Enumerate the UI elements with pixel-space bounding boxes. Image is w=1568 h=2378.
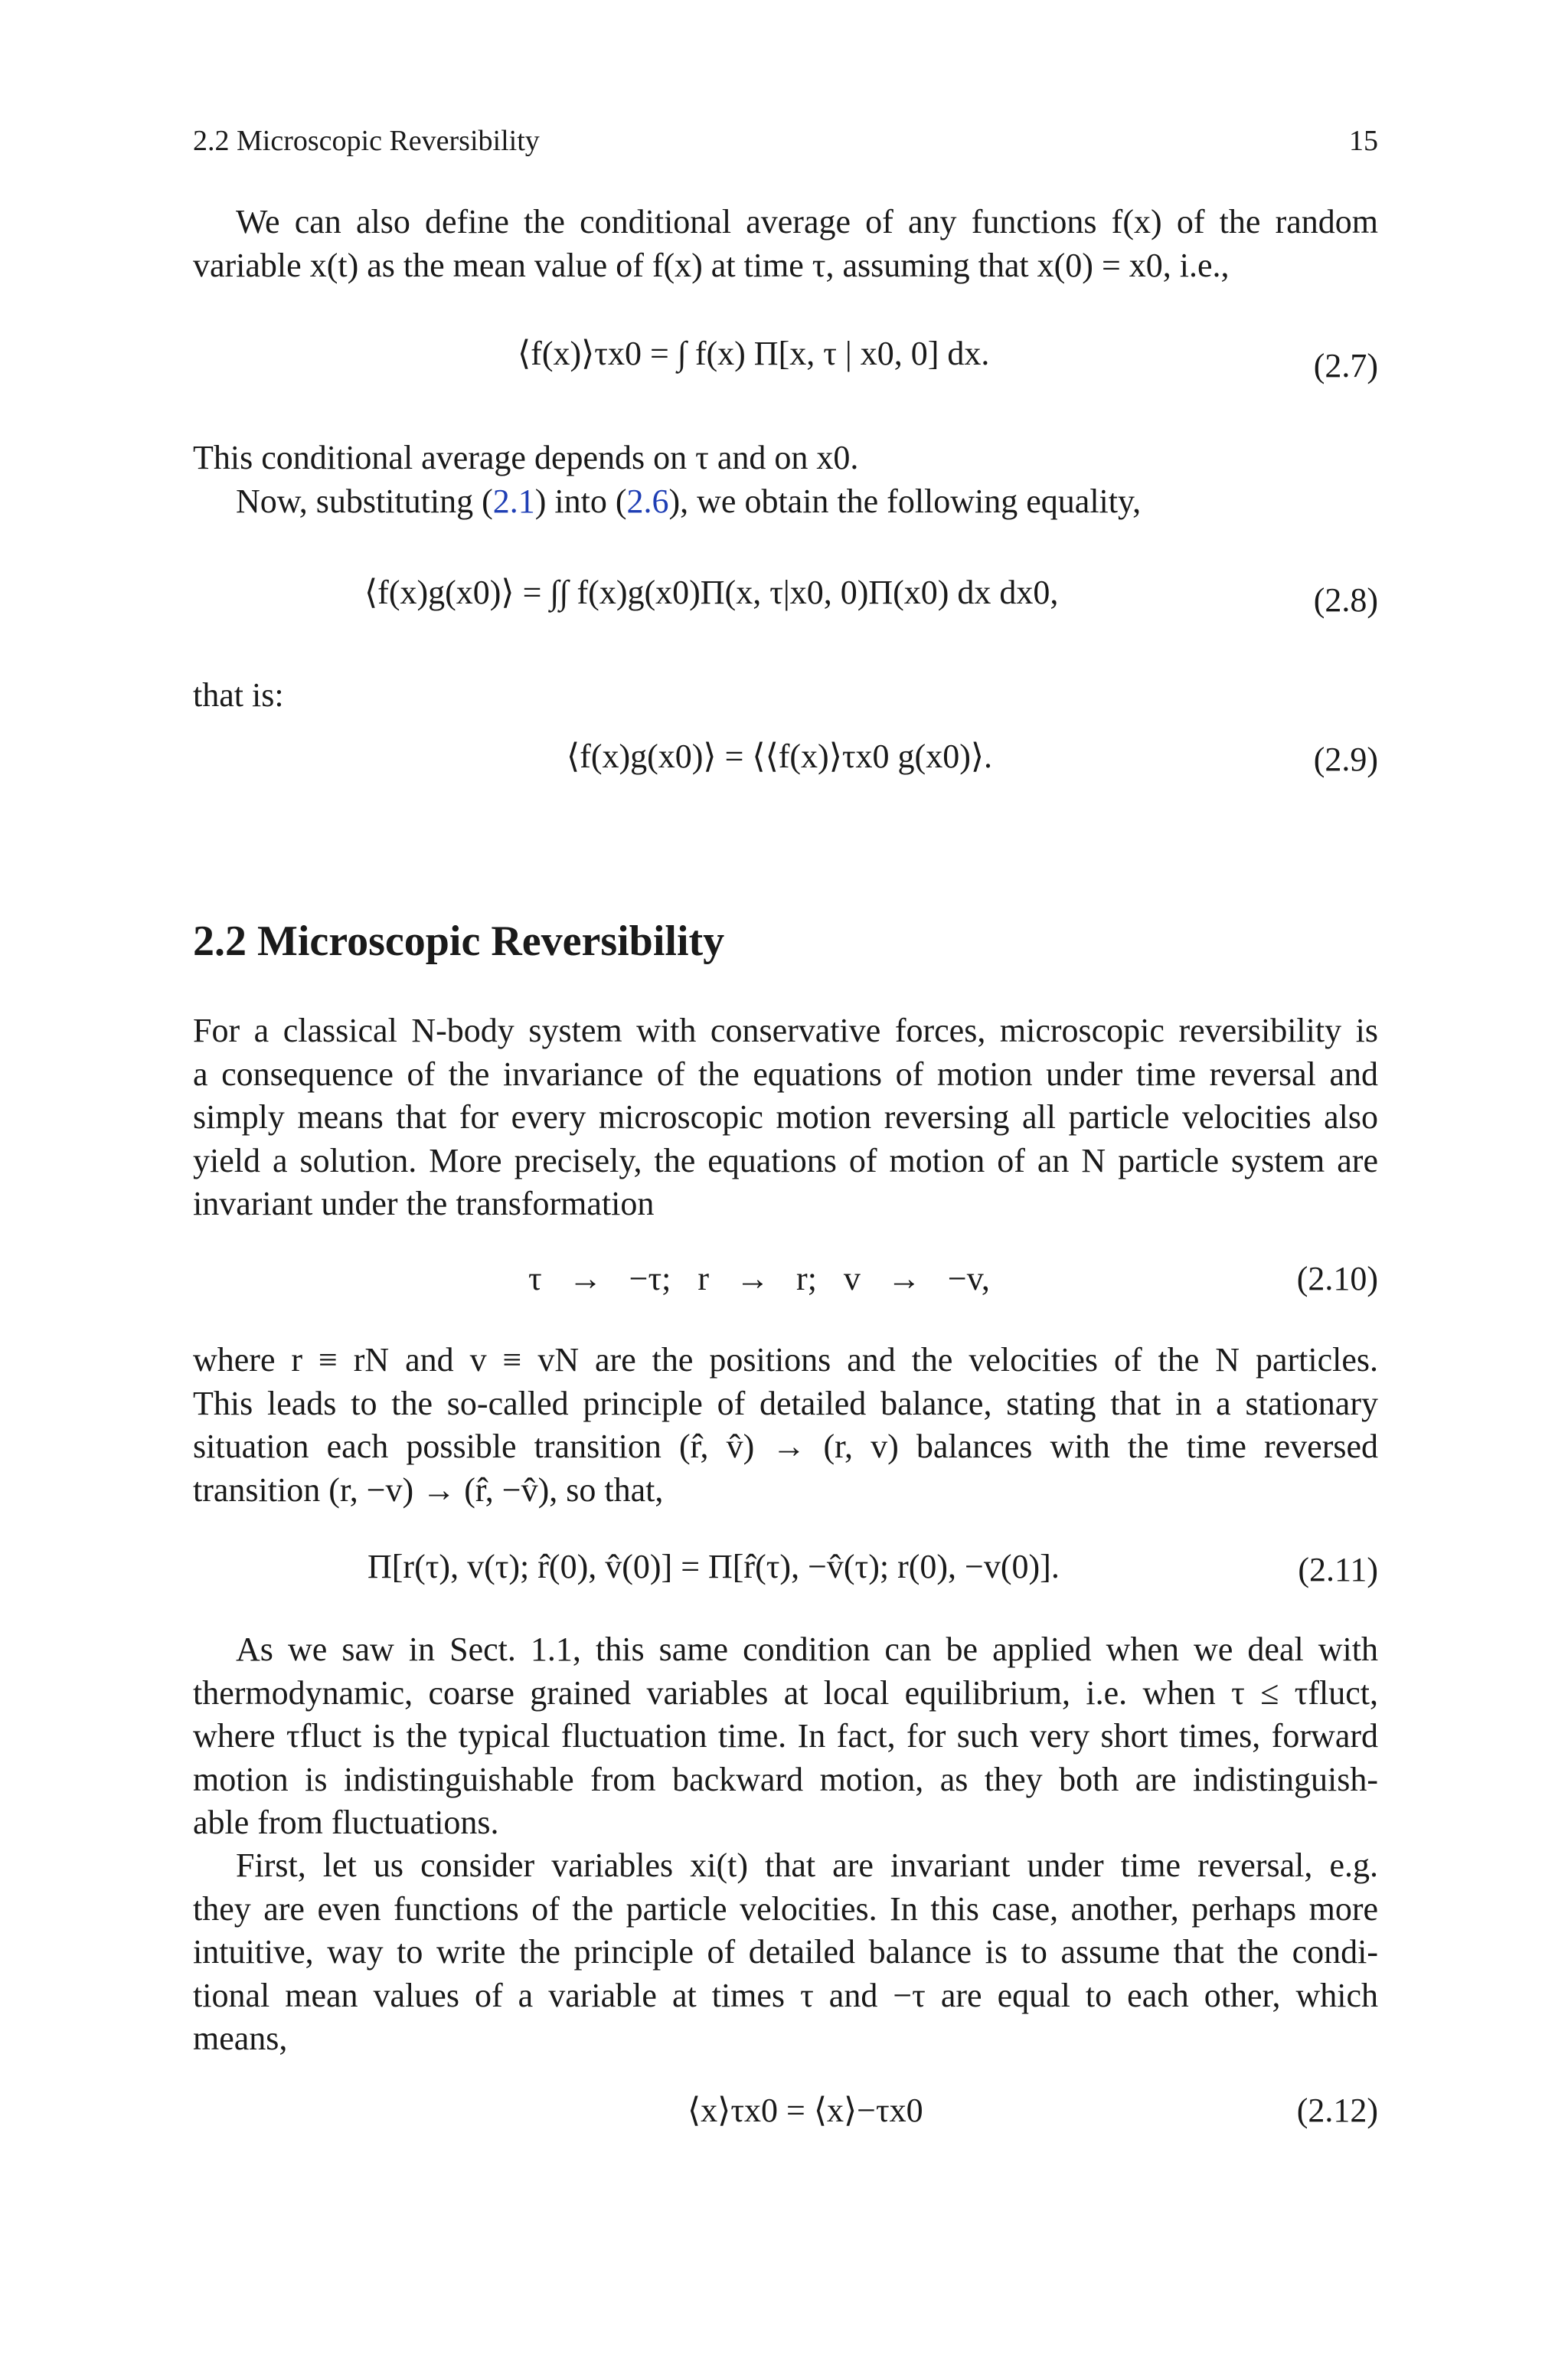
text-line: intuitive, way to write the principle of detailed balance is to assume that the condi- bbox=[193, 1933, 1378, 1971]
text-line: tional mean values of a variable at times τ and −τ are equal to each other, which bbox=[193, 1976, 1378, 2014]
text-fragment: Now, substituting ( bbox=[236, 482, 493, 520]
text-line: invariant under the transformation bbox=[193, 1185, 655, 1222]
equation-body: ⟨x⟩τx0 = ⟨x⟩−τx0 bbox=[688, 2092, 923, 2129]
equation-body: Π[r(τ), v(τ); r̂(0), v̂(0)] = Π[r̂(τ), −v̂(τ); r(0), −v(0)]. bbox=[368, 1548, 1060, 1585]
text-line: means, bbox=[193, 2020, 288, 2057]
text-line: they are even functions of the particle velocities. In this case, another, perhaps more bbox=[193, 1889, 1378, 1928]
text-line: This conditional average depends on τ and on x0. bbox=[193, 439, 859, 476]
equation-number-2-11: (2.11) bbox=[1298, 1551, 1378, 1588]
running-header-section: 2.2 Microscopic Reversibility bbox=[193, 125, 540, 157]
page-number: 15 bbox=[1349, 125, 1378, 157]
text-fragment: ) into ( bbox=[534, 482, 627, 520]
equation-number-2-10: (2.10) bbox=[1296, 1260, 1378, 1297]
equation-body: ⟨f(x)g(x0)⟩ = ∫∫ f(x)g(x0)Π(x, τ|x0, 0)Π(x0) dx dx0, bbox=[364, 574, 1059, 611]
text-line: where r ≡ rN and v ≡ vN are the positions and the velocities of the N particles. bbox=[193, 1341, 1378, 1379]
text-line: a consequence of the invariance of the equations of motion under time reversal and bbox=[193, 1055, 1378, 1093]
paragraph-substitution bbox=[193, 437, 1378, 523]
text-line: For a classical N-body system with conservative forces, microscopic reversibility is bbox=[193, 1012, 1378, 1049]
equation-2-12 bbox=[688, 2091, 923, 2130]
equation-2-8 bbox=[364, 573, 1058, 612]
text-line: yield a solution. More precisely, the equations of motion of an N particle system are bbox=[193, 1141, 1378, 1179]
equation-body: τ → −τ; r → r; v → −v, bbox=[528, 1260, 990, 1297]
text-line: motion is indistinguishable from backward motion, as they both are indistinguish- bbox=[193, 1760, 1378, 1798]
equation-2-10 bbox=[528, 1259, 990, 1298]
equation-body: ⟨f(x)⟩τx0 = ∫ f(x) Π[x, τ | x0, 0] dx. bbox=[518, 335, 990, 372]
equation-number-2-12: (2.12) bbox=[1296, 2092, 1378, 2129]
paragraph-n-body-system bbox=[193, 1009, 1378, 1226]
text-fragment: ), we obtain the following equality, bbox=[668, 482, 1142, 520]
paragraph-coarse-grained bbox=[193, 1628, 1378, 1845]
text-line: thermodynamic, coarse grained variables at local equilibrium, i.e. when τ ≤ τfluct, bbox=[193, 1673, 1378, 1712]
text-line: where τfluct is the typical fluctuation time. In fact, for such very short times, forward bbox=[193, 1717, 1378, 1755]
equation-number-2-7: (2.7) bbox=[1313, 347, 1378, 384]
equation-link-2-1[interactable]: 2.1 bbox=[492, 482, 535, 520]
equation-2-11 bbox=[368, 1547, 1060, 1586]
text-line bbox=[193, 480, 1378, 524]
text-line: First, let us consider variables xi(t) that are invariant under time reversal, e.g. bbox=[236, 1846, 1378, 1884]
paragraph-conditional-average bbox=[193, 201, 1378, 287]
paragraph-time-reversal-variables bbox=[193, 1844, 1378, 2061]
text-line: We can also define the conditional average of any functions f(x) of the random bbox=[236, 203, 1378, 240]
text-line: variable x(t) as the mean value of f(x) at time τ, assuming that x(0) = x0, i.e., bbox=[193, 246, 1230, 284]
equation-body: ⟨f(x)g(x0)⟩ = ⟨⟨f(x)⟩τx0 g(x0)⟩. bbox=[567, 738, 993, 775]
paragraph-detailed-balance bbox=[193, 1339, 1378, 1512]
equation-2-7 bbox=[518, 334, 989, 373]
equation-link-2-6[interactable]: 2.6 bbox=[626, 482, 669, 520]
equation-number-2-8: (2.8) bbox=[1313, 581, 1378, 619]
text-line: transition (r, −v) → (r̂, −v̂), so that, bbox=[193, 1470, 664, 1509]
text-line: simply means that for every microscopic motion reversing all particle velocities also bbox=[193, 1098, 1378, 1136]
text-line: As we saw in Sect. 1.1, this same condition can be applied when we deal with bbox=[236, 1631, 1378, 1668]
section-heading: 2.2 Microscopic Reversibility bbox=[193, 918, 725, 965]
text-that-is: that is: bbox=[193, 676, 284, 714]
equation-2-9 bbox=[567, 737, 992, 776]
text-line: situation each possible transition (r̂, v̂) → (r, v) balances with the time reversed bbox=[193, 1428, 1378, 1465]
text-line: This leads to the so-called principle of detailed balance, stating that in a stationary bbox=[193, 1384, 1378, 1422]
text-line: able from fluctuations. bbox=[193, 1804, 499, 1841]
equation-number-2-9: (2.9) bbox=[1313, 741, 1378, 778]
